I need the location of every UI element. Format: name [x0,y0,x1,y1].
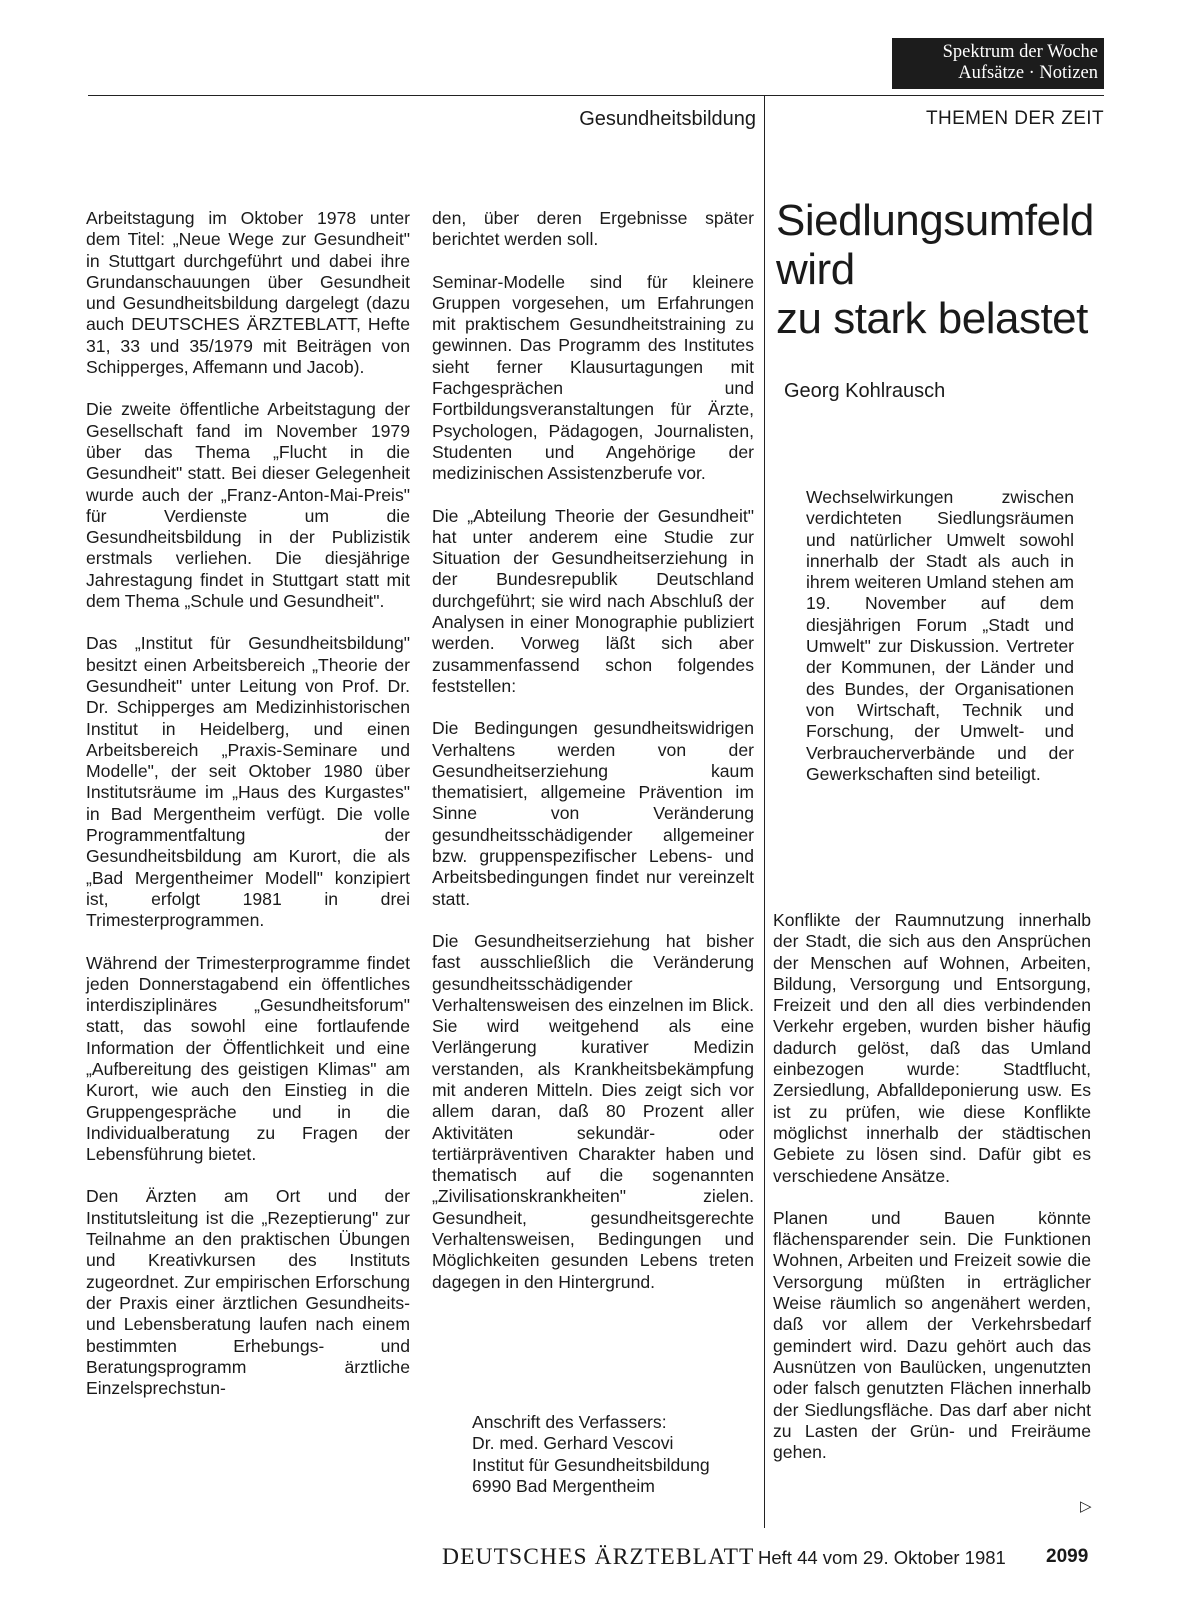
article-title-line: zu stark belastet [776,294,1088,343]
page-number: 2099 [1046,1546,1089,1567]
paragraph: Während der Trimesterprogramme findet jeden Donnerstagabend ein öffentliches interdisziplinäres „Gesundheitsforum" statt, das sowohl eine fortlaufende Information der Öffentlichkeit und eine „Aufbereitung des geistigen Klimas" am Kurort, wie auch den Einstieg in die Gruppengespräche und in die Individualberatung zu Fragen der Lebensführung bietet. [86,952,410,1165]
page-footer [88,1544,1104,1574]
address-line: 6990 Bad Mergentheim [472,1475,655,1496]
article-title-line: Siedlungsumfeld [776,196,1094,245]
header-rule [88,95,1104,96]
paragraph: Den Ärzten am Ort und der Institutsleitung ist die „Rezeptierung" zur Teilnahme an den praktischen Übungen und Kreativkursen des Instituts zugeordnet. Zur empirischen Erforschung der Praxis einer ärztlichen Gesundheits- und Lebensberatung laufen nach einem bestimmten Erhebungs- und Beratungsprogramm ärztliche Einzelsprechstun- [86,1186,410,1399]
paragraph: Die zweite öffentliche Arbeitstagung der Gesellschaft fand im November 1979 über das Thema „Flucht in die Gesundheit" statt. Bei dieser Gelegenheit wurde auch der „Franz-Anton-Mai-Preis" für Verdienste um die Gesundheitsbildung in der Publizistik erstmals verliehen. Die diesjährige Jahrestagung findet in Stuttgart statt mit dem Thema „Schule und Gesundheit". [86,399,410,612]
paragraph: Die Bedingungen gesundheitswidrigen Verhaltens werden von der Gesundheitserziehung kaum thematisiert, allgemeine Prävention im Sinne von Veränderung gesundheitsschädigender allgemeiner bzw. gruppenspezifischer Lebens- und Arbeitsbedingungen findet nur vereinzelt statt. [432,718,754,909]
article-author: Georg Kohlrausch [784,380,946,402]
paragraph: Das „Institut für Gesundheitsbildung" besitzt einen Arbeitsbereich „Theorie der Gesundheit" unter Leitung von Prof. Dr. Dr. Schipperges am Medizinhistorischen Institut in Heidelberg, und einen Arbeitsbereich „Praxis-Seminare und Modelle", der seit Oktober 1980 über Institutsräume im „Haus des Kurgastes" in Bad Mergentheim verfügt. Die volle Programmentfaltung der Gesundheitsbildung am Kurort, die als „Bad Mergentheimer Modell" konzipiert ist, erfolgt 1981 in drei Trimesterprogrammen. [86,633,410,931]
paragraph: Seminar-Modelle sind für kleinere Gruppen vorgesehen, um Erfahrungen mit praktischem Gesundheitstraining zu gewinnen. Das Programm des Institutes sieht ferner Klausurtagungen mit Fachgesprächen und Fortbildungsveranstaltungen für Ärzte, Psychologen, Pädagogen, Journalisten, Studenten und Angehörige der medizinischen Assistenzberufe vor. [432,271,754,484]
article-lead: Wechselwirkungen zwischen verdichteten Siedlungsräumen und natürlicher Umwelt sowohl innerhalb der Stadt als auch in ihrem weiteren Umland stehen am 19. November auf dem diesjährigen Forum „Stadt und Umwelt" zur Diskussion. Vertreter der Kommunen, der Länder und des Bundes, der Organisationen von Wirtschaft, Technik und Forschung, der Umwelt- und Verbraucherverbände und der Gewerkschaften sind beteiligt. [806,487,1074,784]
paragraph: den, über deren Ergebnisse später berichtet werden soll. [432,208,754,250]
address-line: Dr. med. Gerhard Vescovi [472,1433,674,1454]
address-line: Anschrift des Verfassers: [472,1412,667,1432]
text-column-2 [432,208,754,1314]
paragraph: Die Gesundheitserziehung hat bisher fast ausschließlich die Veränderung gesundheitsschädigender Verhaltensweisen des einzelnen im Blick. Sie wird weitgehend als eine Verlängerung kurativer Medizin verstanden, als Krankheitsbekämpfung mit anderen Mitteln. Dies zeigt sich vor allem daran, daß 80 Prozent aller Aktivitäten sekundär- oder tertiärpräventiven Charakter haben und thematisch auf die sogenannten „Zivilisationskrankheiten" zielen. Gesundheit, gesundheitsgerechte Verhaltensweisen, Bedingungen und Möglichkeiten gesunden Lebens treten dagegen in den Hintergrund. [432,930,754,1292]
author-address [472,1412,762,1497]
article-title-line: wird [776,245,855,294]
continued-arrow-icon: ▷ [1080,1498,1092,1515]
section-badge [892,38,1104,89]
paragraph: Konflikte der Raumnutzung innerhalb der Stadt, die sich aus den Ansprüchen der Menschen auf Wohnen, Arbeiten, Bildung, Versorgung und Entsorgung, Freizeit und den all dies verbindenden Verkehr ergeben, wurden bisher häufig dadurch gelöst, daß das Umland einbezogen wurde: Stadtflucht, Zersiedlung, Abfalldeponierung usw. Es ist zu prüfen, wie diese Konflikte möglichst innerhalb der städtischen Gebiete zu lösen sind. Dafür gibt es verschiedene Ansätze. [773,910,1091,1186]
paragraph: Die „Abteilung Theorie der Gesundheit" hat unter anderem eine Studie zur Situation der Gesundheitserziehung in der Bundesrepublik Deutschland durchgeführt; sie wird nach Abschluß der Analysen in einer Monographie publiziert werden. Vorweg läßt sich aber zusammenfassend schon folgendes feststellen: [432,505,754,696]
article-title [776,196,1106,343]
paragraph: Arbeitstagung im Oktober 1978 unter dem Titel: „Neue Wege zur Gesundheit" in Stuttgart durchgeführt und dabei ihre Grundanschauungen über Gesundheit und Gesundheitsbildung dargelegt (dazu auch DEUTSCHES ÄRZTEBLATT, Hefte 31, 33 und 35/1979 mit Beiträgen von Schipperges, Affemann und Jacob). [86,208,410,378]
issue-info: Heft 44 vom 29. Oktober 1981 [758,1547,1006,1568]
section-heading-right: THEMEN DER ZEIT [925,108,1104,129]
address-line: Institut für Gesundheitsbildung [472,1454,710,1475]
section-badge-line-2: Aufsätze · Notizen [958,63,1098,83]
section-heading-left: Gesundheitsbildung [579,108,756,130]
section-badge-line-1: Spektrum der Woche [942,42,1098,62]
column-divider [764,95,765,1528]
text-column-1 [86,208,410,1420]
paragraph: Planen und Bauen könnte flächensparender sein. Die Funktionen Wohnen, Arbeiten und Freizeit sowie die Versorgung müßten in erträglicher Weise räumlich so angenähert werden, daß vor allem der Verkehrsbedarf gemindert wird. Dazu gehört auch das Ausnützen von Baulücken, ungenutzten oder falsch genutzten Flächen innerhalb der Siedlungsfläche. Das darf aber nicht zu Lasten der Grün- und Freiräume gehen. [773,1207,1091,1463]
journal-name: DEUTSCHES ÄRZTEBLATT [442,1544,755,1570]
text-column-3 [773,910,1091,1484]
